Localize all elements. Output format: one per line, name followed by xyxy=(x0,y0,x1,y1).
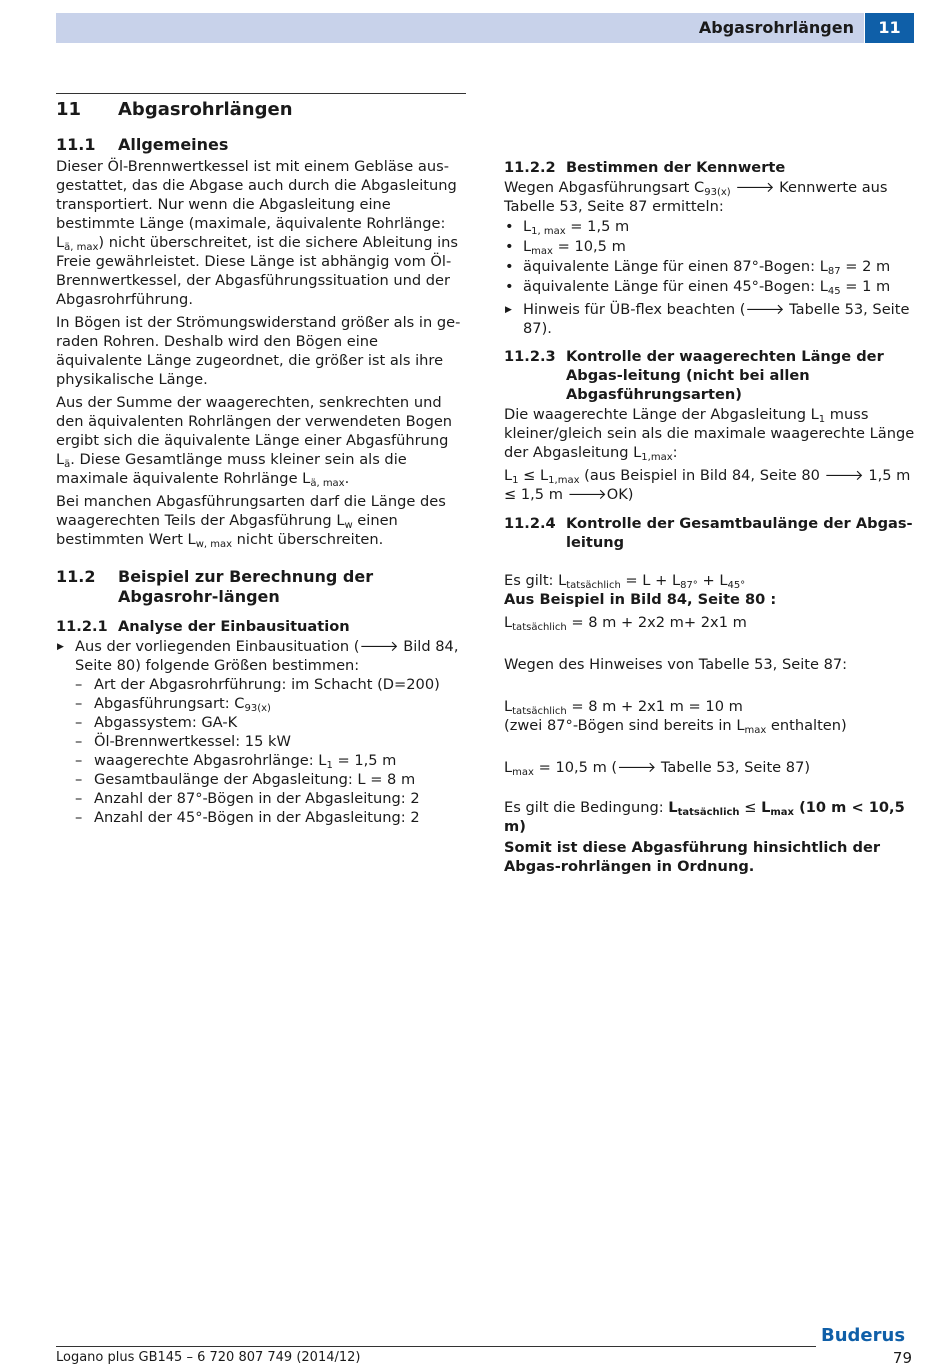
subsection-heading-11-2-3 xyxy=(504,347,916,404)
example-label: Aus Beispiel in Bild 84, Seite 80 : xyxy=(504,591,777,608)
footer-document-id: Logano plus GB145 – 6 720 807 749 (2014/12) xyxy=(56,1350,361,1365)
paragraph-horizontal-check: Die waagerechte Länge der Abgasleitung $L_1$ muss kleiner/gleich sein als die maximale waagerechte Länge der Abgasleitung $L_{1,max}$: xyxy=(504,406,915,463)
paragraph-horizontal: Bei manchen Abgasführungsarten darf die Länge des waagerechten Teils der Abgasführung $L_w$ einen bestimmten Wert $L_{w, max}$ nicht überschreiten. xyxy=(56,493,446,550)
subsection-title: Bestimmen der Kennwerte xyxy=(566,159,786,176)
paragraph-sum: Aus der Summe der waagerechten, senkrechten und den äquivalenten Rohrlängen der verwendeten Bogen ergibt sich die äquivalente Länge einer Abgasführung $L_ä$. Diese Gesamtlänge muss kleiner sein als die maximale äquivalente Rohrlänge $L_{ä, max}$. xyxy=(56,394,453,489)
page-number: 79 xyxy=(892,1349,912,1367)
condition: Es gilt die Bedingung: $L_{tatsächlich} \le L_{max}$ (10 m < 10,5 m) xyxy=(504,799,905,835)
list-item: • äquivalente Länge für einen 45°-Bogen: $L_{45} = 1$ m xyxy=(504,277,916,296)
subsection-number: 11.2.1 xyxy=(56,618,108,635)
running-header-bar xyxy=(56,13,864,43)
paragraph-intro: Dieser Öl-Brennwertkessel ist mit einem Gebläse aus-gestattet, das die Abgase auch durch die Abgasleitung transportiert. Nur wenn die Abgasleitung eine bestimmte Länge (maximale, äquivalente Rohrlänge: $L_{ä, max}$) nicht überschreitet, ist die sichere Ableitung ins Freie gewährleistet. Diese Länge ist abhängig vom Öl-Brennwertkessel, der Abgasführungssituation und der Abgasrohrführung. xyxy=(56,158,458,308)
left-column xyxy=(56,93,466,831)
chapter-heading xyxy=(56,100,466,119)
list-item: • äquivalente Länge für einen 87°-Bogen: $L_{87} = 2$ m xyxy=(504,257,916,276)
subsection-number: 11.2.2 xyxy=(504,159,556,176)
list-item: – Öl-Brennwertkessel: 15 kW xyxy=(56,732,466,751)
list-item: • $L_{1, max} = 1,5$ m xyxy=(504,217,916,236)
section-heading-11-2 xyxy=(56,567,466,607)
subsection-heading-11-2-2 xyxy=(504,158,916,177)
list-item: – Anzahl der 87°-Bögen in der Abgasleitung: 2 xyxy=(56,789,466,808)
subsection-heading-11-2-1 xyxy=(56,617,466,636)
subsection-heading-11-2-4 xyxy=(504,514,916,552)
right-column xyxy=(504,158,916,880)
subsection-title: Kontrolle der waagerechten Länge der Abgas-leitung (nicht bei allen Abgasführungsarten) xyxy=(566,348,884,403)
buderus-logo: Buderus xyxy=(821,1325,906,1346)
section-number: 11.2 xyxy=(56,567,96,586)
list-item: • $L_{max} = 10,5$ m xyxy=(504,237,916,256)
list-item: – Anzahl der 45°-Bögen in der Abgasleitung: 2 xyxy=(56,808,466,827)
instruction-step: ▶ Hinweis für ÜB-flex beachten (🡒 Tabelle 53, Seite 87). xyxy=(504,300,916,338)
formula-general: Es gilt: $L_{tatsächlich} = L + L_{87^\circ} + L_{45^\circ}$ xyxy=(504,572,746,591)
running-header-title: Abgasrohrlängen xyxy=(698,18,854,37)
list-item: – Gesamtbaulänge der Abgasleitung: L = 8 m xyxy=(56,770,466,789)
paragraph-bends: In Bögen ist der Strömungswiderstand größer als in ge-raden Rohren. Deshalb wird den Bögen eine äquivalente Länge zugeordnet, die größer ist als ihre physikalische Länge. xyxy=(56,314,461,388)
subsection-number: 11.2.3 xyxy=(504,348,556,365)
subsection-title: Analyse der Einbausituation xyxy=(118,618,350,635)
chapter-heading-text: Abgasrohrlängen xyxy=(118,99,293,120)
paragraph-horizontal-result: $L_1 \le L_{1,max}$ (aus Beispiel in Bild 84, Seite 80 🡒 1,5 m ≤ 1,5 m 🡒OK) xyxy=(504,467,911,503)
kennwerte-list xyxy=(504,217,916,338)
list-item: – waagerechte Abgasrohrlänge: $L_1 = 1,5$ m xyxy=(56,751,466,770)
paragraph-kennwerte: Wegen Abgasführungsart $C_{93(x)}$ 🡒 Kennwerte aus Tabelle 53, Seite 87 ermitteln: xyxy=(504,179,888,215)
list-item: – Abgasführungsart: $C_{93(x)}$ xyxy=(56,694,466,713)
conclusion: Somit ist diese Abgasführung hinsichtlich der Abgas-rohrlängen in Ordnung. xyxy=(504,839,881,875)
instruction-step: ▶ Aus der vorliegenden Einbausituation (🡒 Bild 84, Seite 80) folgende Größen bestimmen: xyxy=(56,637,466,675)
footer-rule xyxy=(56,1346,816,1347)
chapter-heading-number: 11 xyxy=(56,99,82,120)
paragraph-note: Wegen des Hinweises von Tabelle 53, Seite 87: xyxy=(504,656,848,673)
section-number: 11.1 xyxy=(56,135,96,154)
section-title: Beispiel zur Berechnung der Abgasrohr-längen xyxy=(118,567,374,606)
list-item: – Art der Abgasrohrführung: im Schacht (D=200) xyxy=(56,675,466,694)
formula-result: $L_{tatsächlich} = 8$ m + 2x1 m = 10 m xyxy=(504,698,743,717)
formula-max: $L_{max} = 10,5$ m (🡒 Tabelle 53, Seite 87) xyxy=(504,759,811,778)
section-title: Allgemeines xyxy=(118,135,229,154)
analysis-list xyxy=(56,637,466,827)
list-item: – Abgassystem: GA-K xyxy=(56,713,466,732)
chapter-number-tab: 11 xyxy=(865,13,914,43)
subsection-title: Kontrolle der Gesamtbaulänge der Abgas-leitung xyxy=(566,515,913,551)
section-rule xyxy=(56,93,466,94)
formula-note: (zwei 87°-Bögen sind bereits in $L_{max}$ enthalten) xyxy=(504,717,847,736)
formula-example: $L_{tatsächlich} = 8$ m + 2x2 m+ 2x1 m xyxy=(504,614,747,633)
subsection-number: 11.2.4 xyxy=(504,515,556,532)
section-heading-11-1 xyxy=(56,135,466,155)
